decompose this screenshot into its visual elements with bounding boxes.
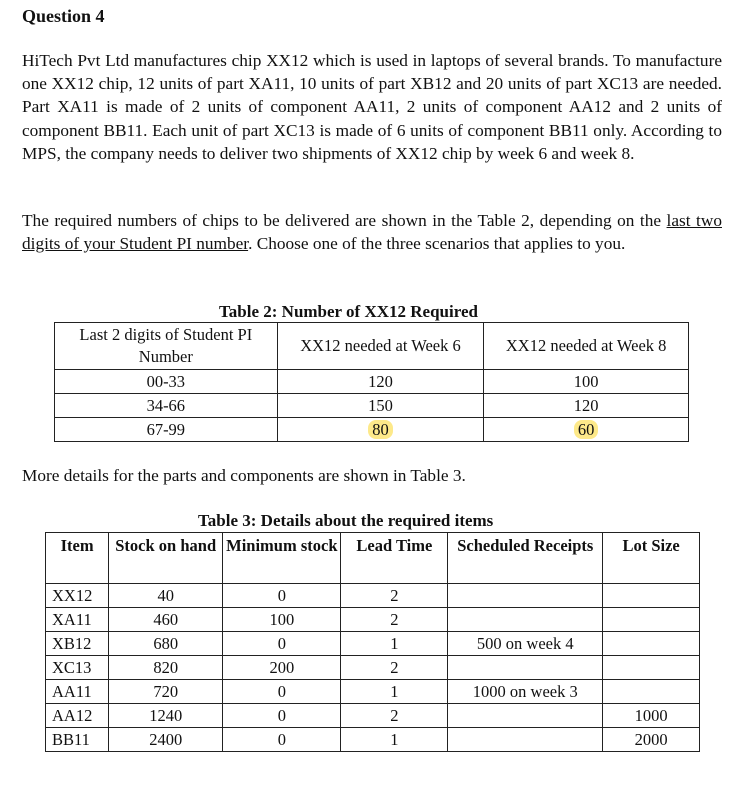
table3-cell: 460 [109,608,223,632]
table3-cell: 100 [223,608,341,632]
table3-cell: 1000 [603,704,700,728]
table3-cell [448,584,603,608]
table3-cell [603,680,700,704]
table3-header-cell: Lot Size [603,533,700,584]
table3-cell: 0 [223,728,341,752]
table-row [55,418,689,442]
table3-header-cell: Minimum stock [223,533,341,584]
table-row [46,704,700,728]
table2-cell: 00-33 [55,370,278,394]
highlighted-value: 80 [368,420,393,439]
table3-cell: 680 [109,632,223,656]
table3-cell: 820 [109,656,223,680]
table3-header-cell: Stock on hand [109,533,223,584]
table-row [46,680,700,704]
scenario-underlined-text: last two digits of your Student PI number [22,211,722,254]
table3-cell [603,656,700,680]
table3-cell [448,608,603,632]
table3-cell: 1 [341,632,448,656]
table3-cell: 0 [223,680,341,704]
scenario-paragraph [22,209,722,255]
table2-cell: 120 [484,394,689,418]
table3-cell [603,608,700,632]
table3-item-cell: XA11 [46,608,109,632]
table-row [46,728,700,752]
table2-header-row [55,323,689,370]
table2-cell [277,418,484,442]
table3-cell: 720 [109,680,223,704]
table3-cell [448,656,603,680]
table3-header-cell: Item [46,533,109,584]
table2-header-cell: XX12 needed at Week 6 [277,323,484,370]
scenario-text-before: The required numbers of chips to be delivered are shown in the Table 2, depending on the [22,211,667,230]
table-row [46,632,700,656]
table3-cell: 2 [341,656,448,680]
table-row [46,656,700,680]
table2-cell: 34-66 [55,394,278,418]
question-title: Question 4 [22,6,105,26]
table3-cell: 1 [341,680,448,704]
table3-item-cell: AA12 [46,704,109,728]
table3-cell: 2000 [603,728,700,752]
table3-item-cell: XC13 [46,656,109,680]
table2-cell: 150 [277,394,484,418]
table3-cell [603,632,700,656]
table3-item-cell: AA11 [46,680,109,704]
table3-item-cell: XB12 [46,632,109,656]
table2-cell: 120 [277,370,484,394]
table2-header-cell: Last 2 digits of Student PI Number [55,323,278,370]
table3-cell [603,584,700,608]
table-row [55,370,689,394]
table3-cell: 1 [341,728,448,752]
table3-cell: 1000 on week 3 [448,680,603,704]
table2 [54,322,689,442]
table3-body [46,584,700,752]
table3 [45,532,700,752]
table3-header-row [46,533,700,584]
table3-cell: 0 [223,704,341,728]
table2-caption: Table 2: Number of XX12 Required [219,302,478,321]
table3-header-cell: Scheduled Receipts [448,533,603,584]
table3-caption: Table 3: Details about the required items [198,511,494,530]
table3-header-cell: Lead Time [341,533,448,584]
table3-cell: 1240 [109,704,223,728]
highlighted-value: 60 [574,420,599,439]
table-row [55,394,689,418]
intro-paragraph [22,49,722,165]
table2-cell [484,418,689,442]
table3-cell: 0 [223,584,341,608]
table3-cell: 2400 [109,728,223,752]
table2-cell: 100 [484,370,689,394]
table3-cell: 2 [341,608,448,632]
table3-cell: 2 [341,704,448,728]
table-row [46,608,700,632]
table3-cell: 500 on week 4 [448,632,603,656]
details-paragraph [22,464,722,487]
table2-cell: 67-99 [55,418,278,442]
table3-cell: 200 [223,656,341,680]
table3-cell: 40 [109,584,223,608]
table3-cell: 2 [341,584,448,608]
details-paragraph-text: More details for the parts and components are shown in Table 3. [22,466,466,485]
intro-paragraph-text: HiTech Pvt Ltd manufactures chip XX12 which is used in laptops of several brands. To manufacture one XX12 chip, 12 units of part XA11, 10 units of part XB12 and 20 units of part XC13 are needed. Part XA11 is made of 2 units of component AA11, 2 units of component AA12 and 2 units of component BB11. Each unit of part XC13 is made of 6 units of component BB11 only. According to MPS, the company needs to deliver two shipments of XX12 chip by week 6 and week 8. [22,51,722,163]
scenario-text-after: . Choose one of the three scenarios that applies to you. [248,234,626,254]
table3-cell: 0 [223,632,341,656]
table3-item-cell: XX12 [46,584,109,608]
table3-cell [448,728,603,752]
table-row [46,584,700,608]
table2-header-cell: XX12 needed at Week 8 [484,323,689,370]
table3-item-cell: BB11 [46,728,109,752]
table3-cell [448,704,603,728]
